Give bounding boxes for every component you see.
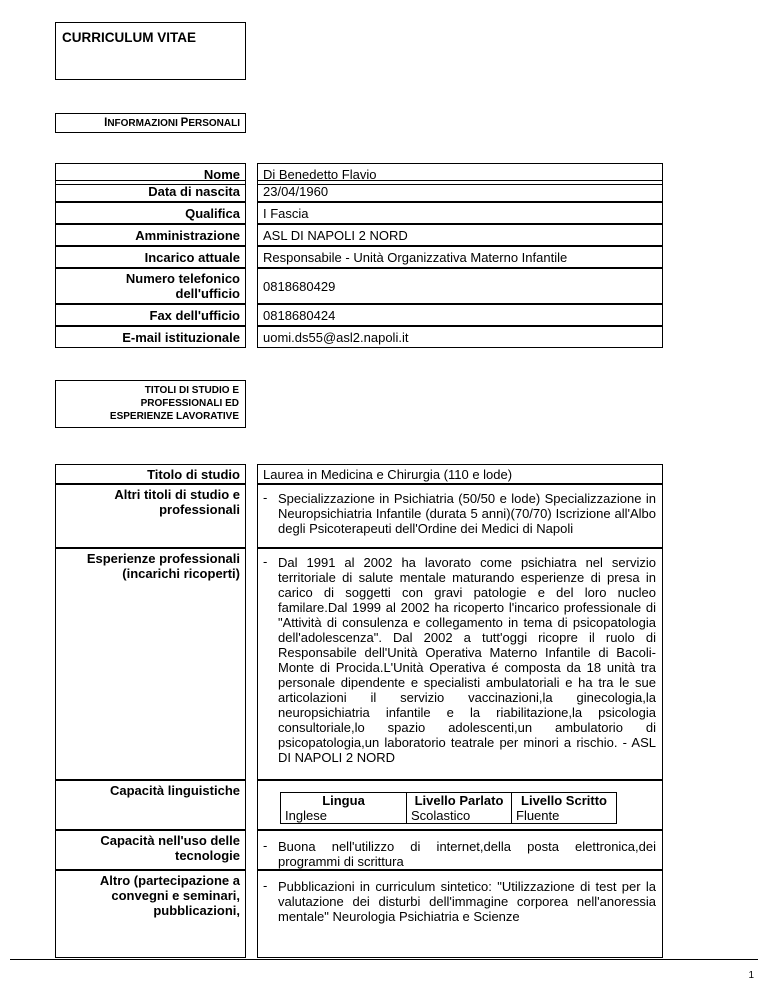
value-email: uomi.ds55@asl2.napoli.it <box>257 326 663 348</box>
value-altri-titoli: - Specializzazione in Psichiatria (50/50 e lode) Specializzazione in Neuropsichiatria Infantile (durata 5 anni)(70/70) Iscrizione all'Albo degli Psicoterapeuti dell'Ordine dei Medici di Napoli <box>257 484 663 548</box>
lang-header-lingua: Lingua <box>281 793 407 809</box>
value-titolo: Laurea in Medicina e Chirurgia (110 e lode) <box>257 464 663 484</box>
label-esperienze: Esperienze professionali (incarichi ricoperti) <box>55 548 246 780</box>
value-telefono: 0818680429 <box>257 268 663 304</box>
label-email: E-mail istituzionale <box>55 326 246 348</box>
bullet-dash: - <box>263 490 268 505</box>
label-altri-titoli: Altri titoli di studio e professionali <box>55 484 246 548</box>
label-tecnologie: Capacità nell'uso delle tecnologie <box>55 830 246 870</box>
label-titolo: Titolo di studio <box>55 464 246 484</box>
bullet-dash: - <box>263 838 268 853</box>
bullet-dash: - <box>263 554 268 569</box>
value-qualifica: I Fascia <box>257 202 663 224</box>
lang-cell: Inglese <box>281 808 407 824</box>
title-box <box>55 22 246 80</box>
label-amministrazione: Amministrazione <box>55 224 246 246</box>
document-title: CURRICULUM VITAE <box>62 30 196 45</box>
label-data-nascita: Data di nascita <box>55 180 246 202</box>
value-data-nascita: 23/04/1960 <box>257 180 663 202</box>
label-incarico: Incarico attuale <box>55 246 246 268</box>
value-amministrazione: ASL DI NAPOLI 2 NORD <box>257 224 663 246</box>
footer-rule <box>10 959 758 960</box>
lang-header-scritto: Livello Scritto <box>512 793 617 809</box>
lang-header-parlato: Livello Parlato <box>407 793 512 809</box>
value-incarico: Responsabile - Unità Organizzativa Materno Infantile <box>257 246 663 268</box>
titles-section-header: TITOLI DI STUDIO E PROFESSIONALI ED ESPERIENZE LAVORATIVE <box>55 380 246 428</box>
value-esperienze: - Dal 1991 al 2002 ha lavorato come psichiatra nel servizio territoriale di salute mentale maturando esperienze di presa in carico di soggetti con gravi patologie e del loro nucleo familare.Dal 1999 al 2002 ha ricoperto l'incarico professionale di "Attività di consulenza e collegamento in tema di psicopatologia dell'adolescenza". Dal 2002 a tutt'oggi ricopre il ruolo di Responsabile dell'Unità Operativa Materno Infantile di Bacoli-Monte di Procida.L'Unità Operativa é composta da 18 unità tra personale dipendente e specialisti ambulatoriali e ha tra le sue articolazioni il servizio vaccinazioni,la ginecologia,la neuropsichiatria infantile e la riabilitazione,la psicologia consultoriale,lo spazio adolescenti,un ambulatorio di psicopatologia,un laboratorio teatrale per minori a rischio. - ASL DI NAPOLI 2 NORD <box>257 548 663 780</box>
value-nome: Di Benedetto Flavio <box>257 163 663 185</box>
language-table <box>280 792 617 824</box>
bullet-dash: - <box>263 878 268 893</box>
page-number: 1 <box>748 970 754 981</box>
label-altro: Altro (partecipazione a convegni e seminari, pubblicazioni, <box>55 870 246 958</box>
personal-section-header: INFORMAZIONI PERSONALI <box>55 113 246 133</box>
value-altro: - Pubblicazioni in curriculum sintetico: "Utilizzazione di test per la valutazione dei disturbi dell'immagine corporea nell'anoressia mentale" Neurologia Psichiatria e Scienze <box>257 870 663 958</box>
label-fax: Fax dell'ufficio <box>55 304 246 326</box>
value-tecnologie: - Buona nell'utilizzo di internet,della posta elettronica,dei programmi di scrittura <box>257 830 663 870</box>
lang-cell: Fluente <box>512 808 617 824</box>
lang-cell: Scolastico <box>407 808 512 824</box>
value-fax: 0818680424 <box>257 304 663 326</box>
label-nome: Nome <box>55 163 246 185</box>
label-telefono: Numero telefonico dell'ufficio <box>55 268 246 304</box>
label-qualifica: Qualifica <box>55 202 246 224</box>
label-lingue: Capacità linguistiche <box>55 780 246 830</box>
